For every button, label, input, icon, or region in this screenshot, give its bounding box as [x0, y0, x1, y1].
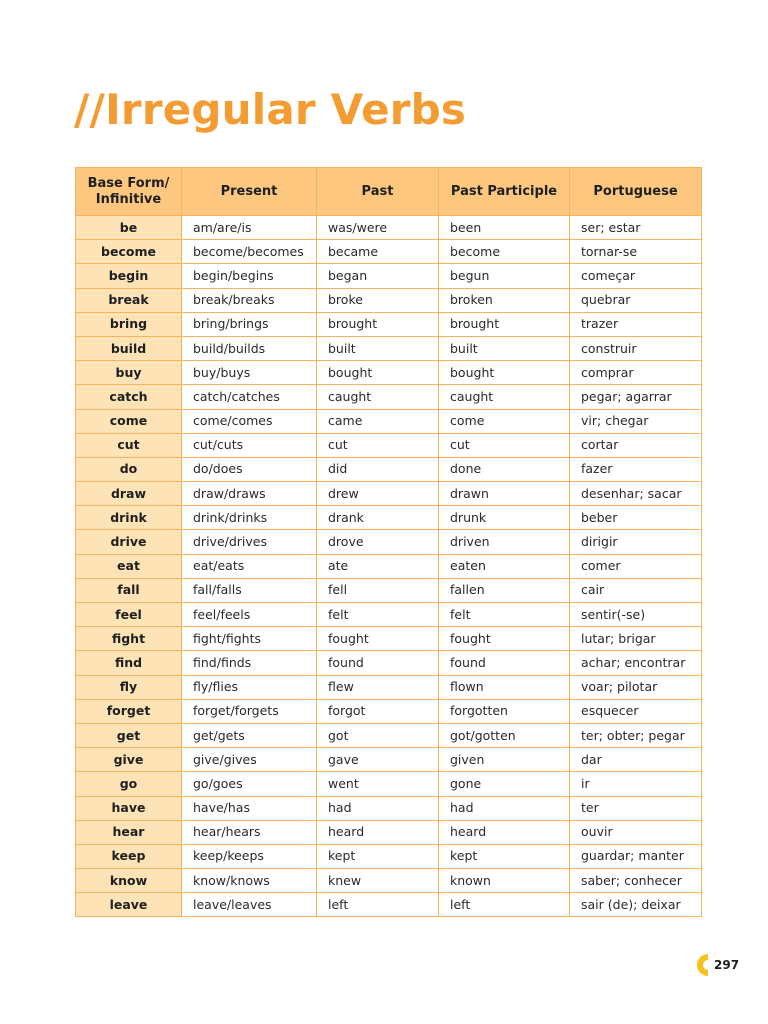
- verb-base-cell: come: [76, 409, 182, 433]
- verb-form-cell: come/comes: [182, 409, 317, 433]
- verb-form-cell: fazer: [570, 457, 702, 481]
- table-row: [76, 216, 702, 240]
- verb-form-cell: draw/draws: [182, 482, 317, 506]
- verb-form-cell: been: [439, 216, 570, 240]
- verb-form-cell: do/does: [182, 457, 317, 481]
- verb-form-cell: eaten: [439, 554, 570, 578]
- table-row: [76, 651, 702, 675]
- verb-form-cell: build/builds: [182, 336, 317, 360]
- verb-form-cell: drove: [317, 530, 439, 554]
- verb-form-cell: drank: [317, 506, 439, 530]
- verb-form-cell: flown: [439, 675, 570, 699]
- verb-form-cell: knew: [317, 869, 439, 893]
- verb-form-cell: keep/keeps: [182, 844, 317, 868]
- table-row: [76, 482, 702, 506]
- verb-form-cell: drawn: [439, 482, 570, 506]
- verb-form-cell: had: [439, 796, 570, 820]
- verb-form-cell: hear/hears: [182, 820, 317, 844]
- verb-form-cell: known: [439, 869, 570, 893]
- verb-form-cell: was/were: [317, 216, 439, 240]
- table-row: [76, 675, 702, 699]
- verb-base-cell: fall: [76, 578, 182, 602]
- verb-form-cell: leave/leaves: [182, 893, 317, 917]
- verb-form-cell: fallen: [439, 578, 570, 602]
- verb-form-cell: cair: [570, 578, 702, 602]
- verb-base-cell: catch: [76, 385, 182, 409]
- verb-form-cell: construir: [570, 336, 702, 360]
- verb-form-cell: come: [439, 409, 570, 433]
- verb-form-cell: got/gotten: [439, 723, 570, 747]
- table-row: [76, 603, 702, 627]
- verb-form-cell: begin/begins: [182, 264, 317, 288]
- verb-form-cell: became: [317, 240, 439, 264]
- verb-form-cell: ouvir: [570, 820, 702, 844]
- verb-form-cell: given: [439, 748, 570, 772]
- verb-form-cell: felt: [439, 603, 570, 627]
- verb-form-cell: drew: [317, 482, 439, 506]
- verb-base-cell: leave: [76, 893, 182, 917]
- verb-form-cell: began: [317, 264, 439, 288]
- verb-base-cell: have: [76, 796, 182, 820]
- table-row: [76, 723, 702, 747]
- verb-base-cell: buy: [76, 361, 182, 385]
- verb-form-cell: fall/falls: [182, 578, 317, 602]
- verb-base-cell: know: [76, 869, 182, 893]
- verb-form-cell: catch/catches: [182, 385, 317, 409]
- verb-form-cell: cortar: [570, 433, 702, 457]
- page-tab-icon: [690, 954, 708, 976]
- verb-form-cell: did: [317, 457, 439, 481]
- verb-form-cell: am/are/is: [182, 216, 317, 240]
- verb-base-cell: give: [76, 748, 182, 772]
- verb-base-cell: fight: [76, 627, 182, 651]
- table-header: [76, 168, 702, 216]
- table-row: [76, 409, 702, 433]
- verb-base-cell: fly: [76, 675, 182, 699]
- page-title: //Irregular Verbs: [74, 85, 467, 134]
- verb-base-cell: be: [76, 216, 182, 240]
- verb-form-cell: broken: [439, 288, 570, 312]
- verb-form-cell: gave: [317, 748, 439, 772]
- verb-base-cell: bring: [76, 312, 182, 336]
- verb-form-cell: know/knows: [182, 869, 317, 893]
- verb-form-cell: voar; pilotar: [570, 675, 702, 699]
- verb-form-cell: driven: [439, 530, 570, 554]
- verb-form-cell: left: [439, 893, 570, 917]
- verb-form-cell: saber; conhecer: [570, 869, 702, 893]
- table-row: [76, 869, 702, 893]
- verb-form-cell: forgot: [317, 699, 439, 723]
- verb-form-cell: broke: [317, 288, 439, 312]
- verb-form-cell: ser; estar: [570, 216, 702, 240]
- verb-form-cell: cut: [317, 433, 439, 457]
- column-header: Past: [317, 168, 439, 216]
- verb-form-cell: dirigir: [570, 530, 702, 554]
- verb-form-cell: esquecer: [570, 699, 702, 723]
- table-row: [76, 433, 702, 457]
- verb-form-cell: give/gives: [182, 748, 317, 772]
- verb-form-cell: beber: [570, 506, 702, 530]
- verb-form-cell: got: [317, 723, 439, 747]
- table-row: [76, 288, 702, 312]
- verb-base-cell: break: [76, 288, 182, 312]
- irregular-verbs-table: [75, 167, 702, 917]
- page-number: [690, 953, 739, 977]
- verb-form-cell: cut/cuts: [182, 433, 317, 457]
- verb-form-cell: brought: [317, 312, 439, 336]
- verb-base-cell: find: [76, 651, 182, 675]
- verb-base-cell: become: [76, 240, 182, 264]
- verb-form-cell: went: [317, 772, 439, 796]
- verb-form-cell: become/becomes: [182, 240, 317, 264]
- table-row: [76, 820, 702, 844]
- verb-form-cell: felt: [317, 603, 439, 627]
- verb-base-cell: forget: [76, 699, 182, 723]
- table-row: [76, 264, 702, 288]
- verb-form-cell: tornar-se: [570, 240, 702, 264]
- verb-form-cell: feel/feels: [182, 603, 317, 627]
- verb-form-cell: pegar; agarrar: [570, 385, 702, 409]
- verb-form-cell: get/gets: [182, 723, 317, 747]
- verb-form-cell: lutar; brigar: [570, 627, 702, 651]
- verb-form-cell: forget/forgets: [182, 699, 317, 723]
- table-row: [76, 240, 702, 264]
- verb-base-cell: drink: [76, 506, 182, 530]
- table-row: [76, 530, 702, 554]
- table-row: [76, 457, 702, 481]
- verb-form-cell: brought: [439, 312, 570, 336]
- verb-base-cell: get: [76, 723, 182, 747]
- verb-form-cell: bought: [317, 361, 439, 385]
- verb-form-cell: dar: [570, 748, 702, 772]
- verb-form-cell: had: [317, 796, 439, 820]
- verb-form-cell: drunk: [439, 506, 570, 530]
- verb-base-cell: go: [76, 772, 182, 796]
- table-row: [76, 506, 702, 530]
- verb-form-cell: ter: [570, 796, 702, 820]
- verb-base-cell: eat: [76, 554, 182, 578]
- table-row: [76, 385, 702, 409]
- table-row: [76, 361, 702, 385]
- verb-form-cell: break/breaks: [182, 288, 317, 312]
- verb-form-cell: drive/drives: [182, 530, 317, 554]
- verb-base-cell: drive: [76, 530, 182, 554]
- table-row: [76, 844, 702, 868]
- verb-form-cell: caught: [317, 385, 439, 409]
- verb-form-cell: sentir(-se): [570, 603, 702, 627]
- verb-form-cell: bring/brings: [182, 312, 317, 336]
- verb-form-cell: kept: [317, 844, 439, 868]
- verb-form-cell: vir; chegar: [570, 409, 702, 433]
- verb-form-cell: done: [439, 457, 570, 481]
- verb-form-cell: fly/flies: [182, 675, 317, 699]
- verb-form-cell: ter; obter; pegar: [570, 723, 702, 747]
- table-row: [76, 554, 702, 578]
- table-row: [76, 772, 702, 796]
- column-header: Portuguese: [570, 168, 702, 216]
- header-row: [76, 168, 702, 216]
- verb-form-cell: go/goes: [182, 772, 317, 796]
- verb-form-cell: quebrar: [570, 288, 702, 312]
- verb-form-cell: built: [317, 336, 439, 360]
- verb-form-cell: begun: [439, 264, 570, 288]
- table-row: [76, 578, 702, 602]
- verb-form-cell: heard: [439, 820, 570, 844]
- table-body: [76, 216, 702, 917]
- verb-base-cell: build: [76, 336, 182, 360]
- column-header: Base Form/ Infinitive: [76, 168, 182, 216]
- verb-base-cell: begin: [76, 264, 182, 288]
- verb-form-cell: fought: [439, 627, 570, 651]
- table-row: [76, 893, 702, 917]
- verb-form-cell: comprar: [570, 361, 702, 385]
- verb-form-cell: desenhar; sacar: [570, 482, 702, 506]
- verb-form-cell: kept: [439, 844, 570, 868]
- verb-base-cell: draw: [76, 482, 182, 506]
- verb-base-cell: feel: [76, 603, 182, 627]
- verb-form-cell: have/has: [182, 796, 317, 820]
- column-header: Past Participle: [439, 168, 570, 216]
- verb-form-cell: built: [439, 336, 570, 360]
- verb-form-cell: fight/fights: [182, 627, 317, 651]
- verb-form-cell: found: [439, 651, 570, 675]
- verb-form-cell: left: [317, 893, 439, 917]
- verb-form-cell: find/finds: [182, 651, 317, 675]
- verb-form-cell: bought: [439, 361, 570, 385]
- verb-form-cell: começar: [570, 264, 702, 288]
- verb-form-cell: trazer: [570, 312, 702, 336]
- verb-form-cell: become: [439, 240, 570, 264]
- verb-form-cell: achar; encontrar: [570, 651, 702, 675]
- verb-form-cell: buy/buys: [182, 361, 317, 385]
- table-row: [76, 312, 702, 336]
- verb-base-cell: keep: [76, 844, 182, 868]
- verb-form-cell: eat/eats: [182, 554, 317, 578]
- verb-form-cell: fell: [317, 578, 439, 602]
- table-row: [76, 796, 702, 820]
- verb-form-cell: fought: [317, 627, 439, 651]
- page-number-text: 297: [714, 958, 740, 972]
- verb-form-cell: sair (de); deixar: [570, 893, 702, 917]
- verb-base-cell: cut: [76, 433, 182, 457]
- table-row: [76, 627, 702, 651]
- verb-form-cell: heard: [317, 820, 439, 844]
- verb-form-cell: drink/drinks: [182, 506, 317, 530]
- verb-form-cell: caught: [439, 385, 570, 409]
- verb-form-cell: forgotten: [439, 699, 570, 723]
- verb-base-cell: hear: [76, 820, 182, 844]
- verb-form-cell: ate: [317, 554, 439, 578]
- column-header: Present: [182, 168, 317, 216]
- verb-form-cell: guardar; manter: [570, 844, 702, 868]
- verb-form-cell: found: [317, 651, 439, 675]
- verb-form-cell: comer: [570, 554, 702, 578]
- verb-form-cell: ir: [570, 772, 702, 796]
- verb-base-cell: do: [76, 457, 182, 481]
- verb-form-cell: gone: [439, 772, 570, 796]
- table-row: [76, 336, 702, 360]
- verb-form-cell: came: [317, 409, 439, 433]
- verb-form-cell: flew: [317, 675, 439, 699]
- verb-form-cell: cut: [439, 433, 570, 457]
- table-row: [76, 748, 702, 772]
- table-row: [76, 699, 702, 723]
